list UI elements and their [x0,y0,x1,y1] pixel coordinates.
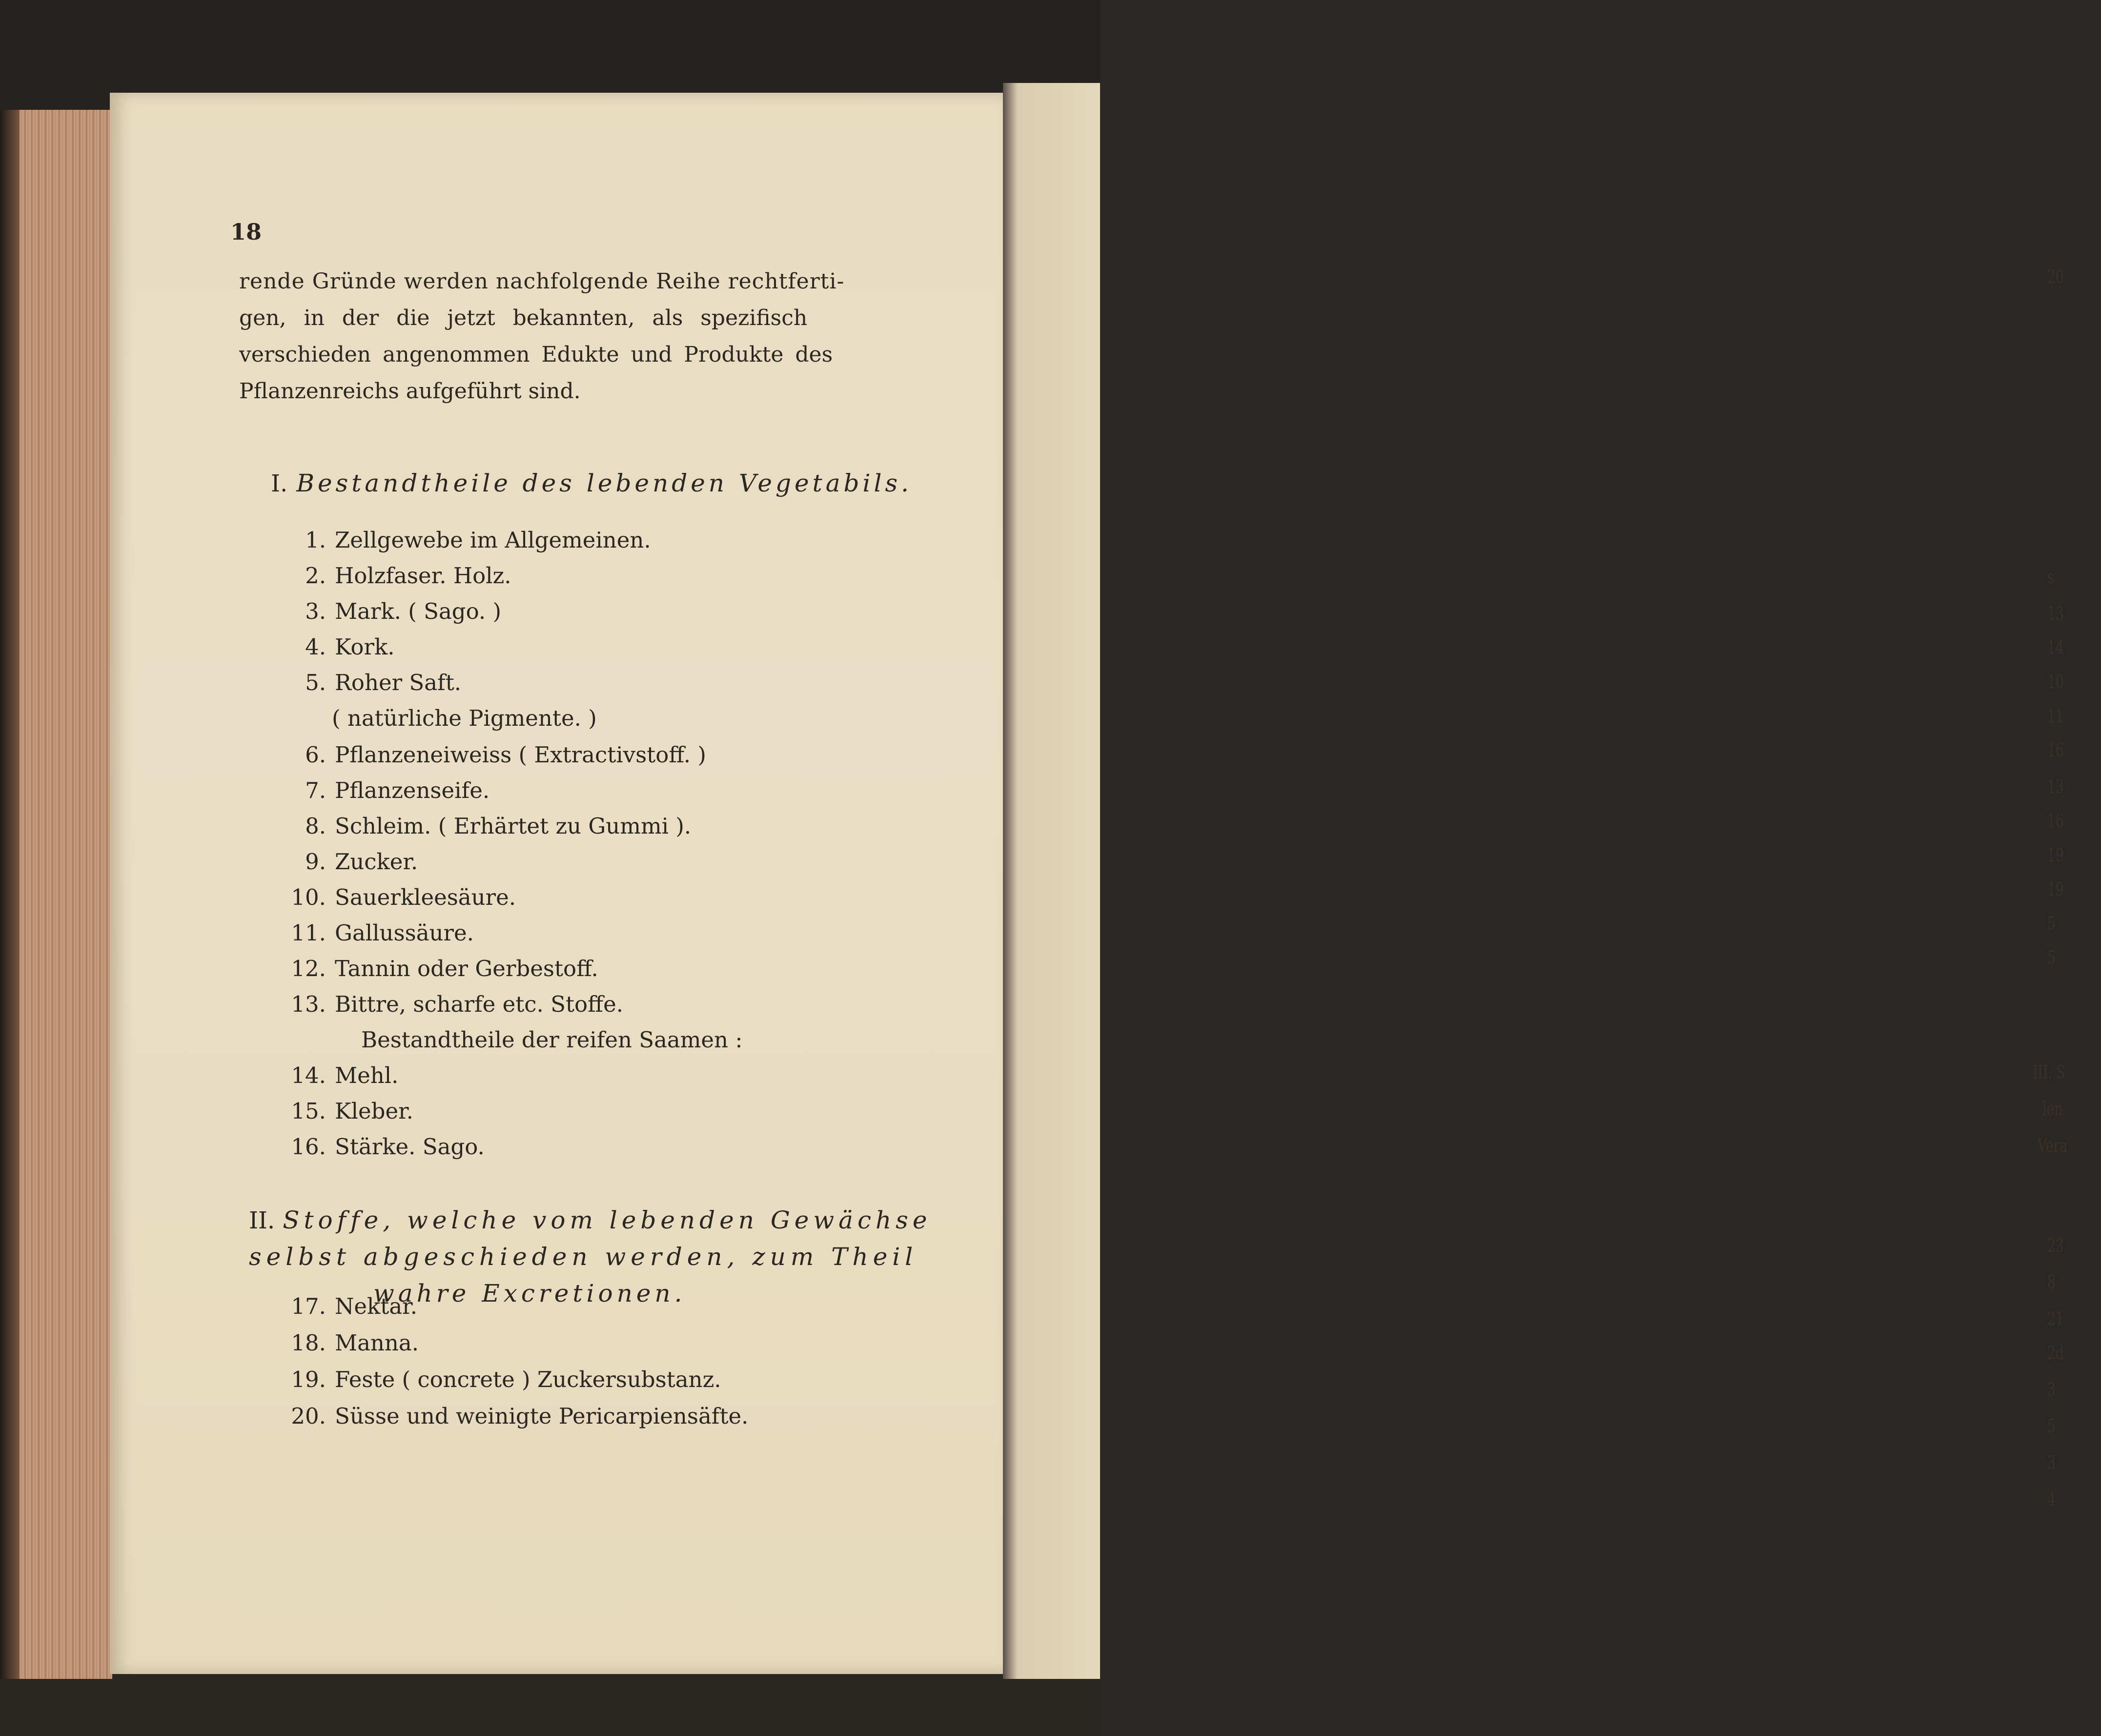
fragment: 23 [2047,1235,2064,1256]
fragment: 20 [2047,266,2064,287]
list-item: 4. Kork. [305,634,395,660]
section-1-list [288,527,971,1186]
fragment: 3 [2047,1379,2056,1400]
fragment: 13 [2047,603,2064,624]
list-item: 13. Bittre, scharfe etc. Stoffe. [291,991,624,1017]
list-item: 6. Pflanzeneiweiss ( Extractivstoff. ) [305,742,706,768]
list-item: 12. Tannin oder Gerbestoff. [291,956,598,981]
page-number: 18 [230,219,262,245]
fragment: s [2047,566,2054,588]
list-item: 8. Schleim. ( Erhärtet zu Gummi ). [305,813,692,839]
list-item: 20. Süsse und weinigte Pericarpiensäfte. [291,1403,749,1429]
list-item: Bestandtheile der reifen Saamen : [361,1027,743,1053]
list-item: 19. Feste ( concrete ) Zuckersubstanz. [291,1367,721,1392]
fragment: 19 [2047,844,2064,866]
section-2-numeral: II. [249,1207,275,1234]
list-item: 1. Zellgewebe im Allgemeinen. [305,527,651,553]
list-item: 5. Roher Saft. [305,670,462,695]
list-item: 11. Gallussäure. [291,920,474,946]
intro-line: verschieden angenommen Edukte und Produkte des [239,342,833,367]
fragment: len [2042,1098,2063,1120]
section-1-numeral: I. [271,470,288,497]
list-item: 3. Mark. ( Sago. ) [305,598,502,624]
section-2-heading-line: selbst abgeschieden werden, zum Theil [249,1243,918,1271]
section-2-heading-line: wahre Excretionen. [373,1279,686,1307]
intro-line: Pflanzenreichs aufgeführt sind. [239,379,581,404]
fragment: 13 [2047,776,2064,797]
fragment: 2d [2047,1342,2064,1364]
fragment: 16 [2047,810,2064,832]
fragment: 19 [2047,878,2064,900]
fragment: 8 [2047,1271,2056,1293]
list-item: ( natürliche Pigmente. ) [332,705,597,731]
list-item: 15. Kleber. [291,1098,413,1124]
list-item: 9. Zucker. [305,849,418,875]
section-1-heading [271,471,912,495]
section-2-list [288,1293,971,1498]
fragment: 21 [2047,1308,2064,1329]
adjacent-page-fragments [2033,83,2101,1679]
list-item: 16. Stärke. Sago. [291,1134,485,1160]
intro-line: gen, in der die jetzt bekannten, als spezifisch [239,306,808,330]
fragment: 4 [2047,1489,2056,1510]
section-1-title: Bestandtheile des lebenden Vegetabils. [296,469,913,497]
scan-background-bottom [0,1674,1100,1736]
intro-line: rende Gründe werden nachfolgende Reihe rechtferti- [239,269,845,294]
fragment: 3 [2047,1452,2056,1473]
fragment: 5 [2047,1415,2056,1437]
fragment: Vera [2038,1135,2068,1156]
list-item: 2. Holzfaser. Holz. [305,563,511,589]
fragment: 5 [2047,947,2056,968]
fragment: III. S [2033,1062,2065,1083]
list-item: 10. Sauerkleesäure. [291,884,516,910]
fragment: 11 [2047,705,2064,727]
fragment: 10 [2047,671,2064,693]
section-2-heading-line: II. Stoffe, welche vom lebenden Gewächse [249,1206,932,1234]
fragment: 14 [2047,637,2064,658]
adjacent-page-strip [1003,83,2068,1679]
list-item: 17. Nektar. [291,1293,418,1319]
list-item: 7. Pflanzenseife. [305,777,490,803]
fragment: 16 [2047,739,2064,761]
list-item: 14. Mehl. [291,1062,399,1088]
fragment: 5 [2047,913,2056,934]
list-item: 18. Manna. [291,1330,419,1356]
book-page-edges [0,110,112,1679]
